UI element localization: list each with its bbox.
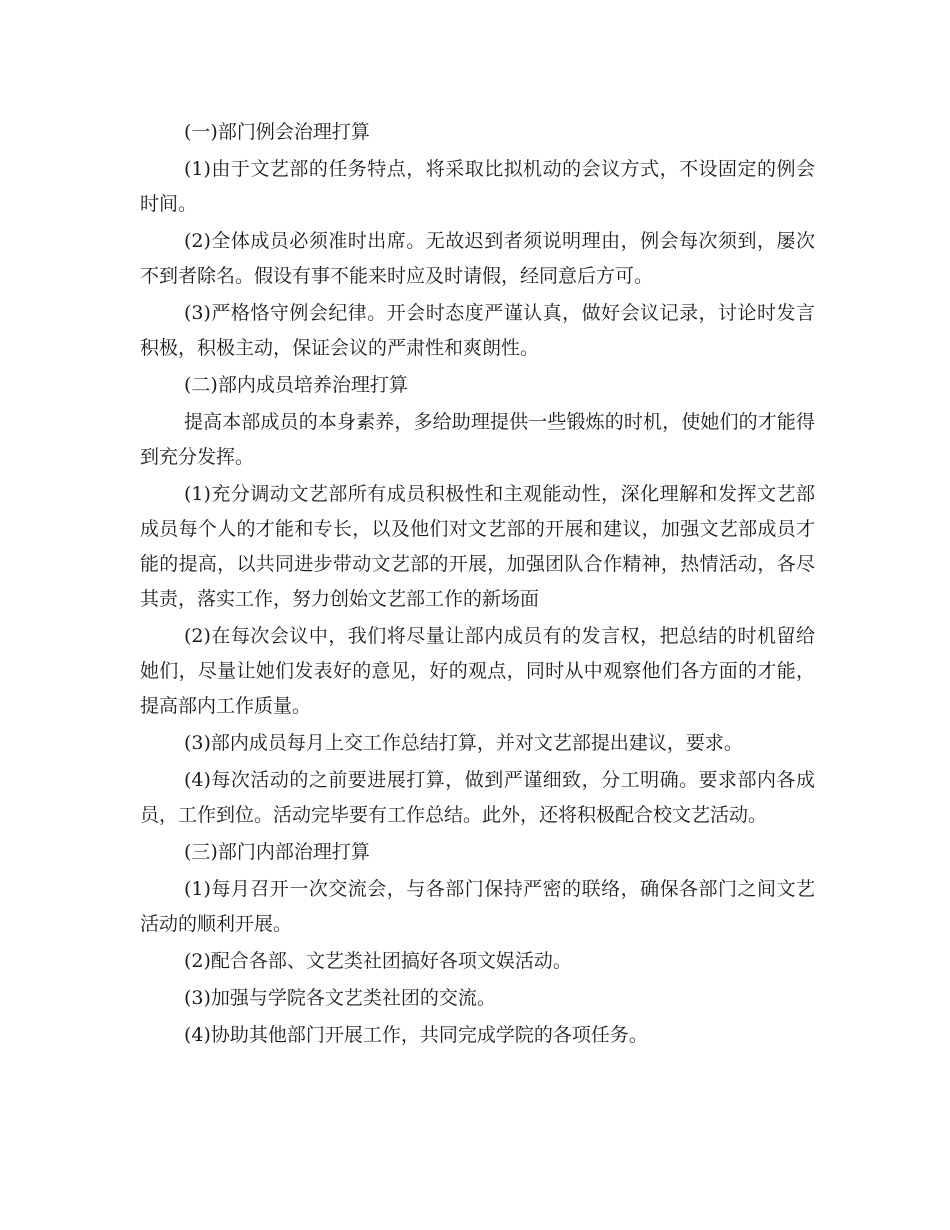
paragraph: (1)每月召开一次交流会，与各部门保持严密的联络，确保各部门之间文艺活动的顺利开展。 xyxy=(140,878,815,935)
section-heading-3: (三)部门内部治理打算 xyxy=(184,841,370,863)
document-body xyxy=(140,115,815,1055)
paragraph: (3)严格恪守例会纪律。开会时态度严谨认真，做好会议记录，讨论时发言积极，积极主动，保证会议的严肃性和爽朗性。 xyxy=(140,302,815,359)
section-heading-1: (一)部门例会治理打算 xyxy=(184,121,370,143)
paragraph: (4)每次活动的之前要进展打算，做到严谨细致，分工明确。要求部内各成员，工作到位。活动完毕要有工作总结。此外，还将积极配合校文艺活动。 xyxy=(140,769,815,826)
paragraph: (3)加强与学院各文艺类社团的交流。 xyxy=(184,987,496,1009)
paragraph: (2)全体成员必须准时出席。无故迟到者须说明理由，例会每次须到，屡次不到者除名。假设有事不能来时应及时请假，经同意后方可。 xyxy=(140,230,815,287)
paragraph: (4)协助其他部门开展工作，共同完成学院的各项任务。 xyxy=(184,1024,648,1046)
paragraph: (2)配合各部、文艺类社团搞好各项文娱活动。 xyxy=(184,950,572,972)
section-heading-2: (二)部内成员培养治理打算 xyxy=(184,374,408,396)
paragraph: (1)由于文艺部的任务特点，将采取比拟机动的会议方式，不设固定的例会时间。 xyxy=(140,158,815,215)
paragraph: (2)在每次会议中，我们将尽量让部内成员有的发言权，把总结的时机留给她们，尽量让她们发表好的意见，好的观点，同时从中观察他们各方面的才能，提高部内工作质量。 xyxy=(140,625,815,717)
paragraph: 提高本部成员的本身素养，多给助理提供一些锻炼的时机，使她们的才能得到充分发挥。 xyxy=(140,411,815,468)
paragraph: (1)充分调动文艺部所有成员积极性和主观能动性，深化理解和发挥文艺部成员每个人的才能和专长，以及他们对文艺部的开展和建议，加强文艺部成员才能的提高，以共同进步带动文艺部的开展，加强团队合作精神，热情活动，各尽其责，落实工作，努力创始文艺部工作的新场面 xyxy=(140,483,815,610)
paragraph: (3)部内成员每月上交工作总结打算，并对文艺部提出建议，要求。 xyxy=(184,732,743,754)
